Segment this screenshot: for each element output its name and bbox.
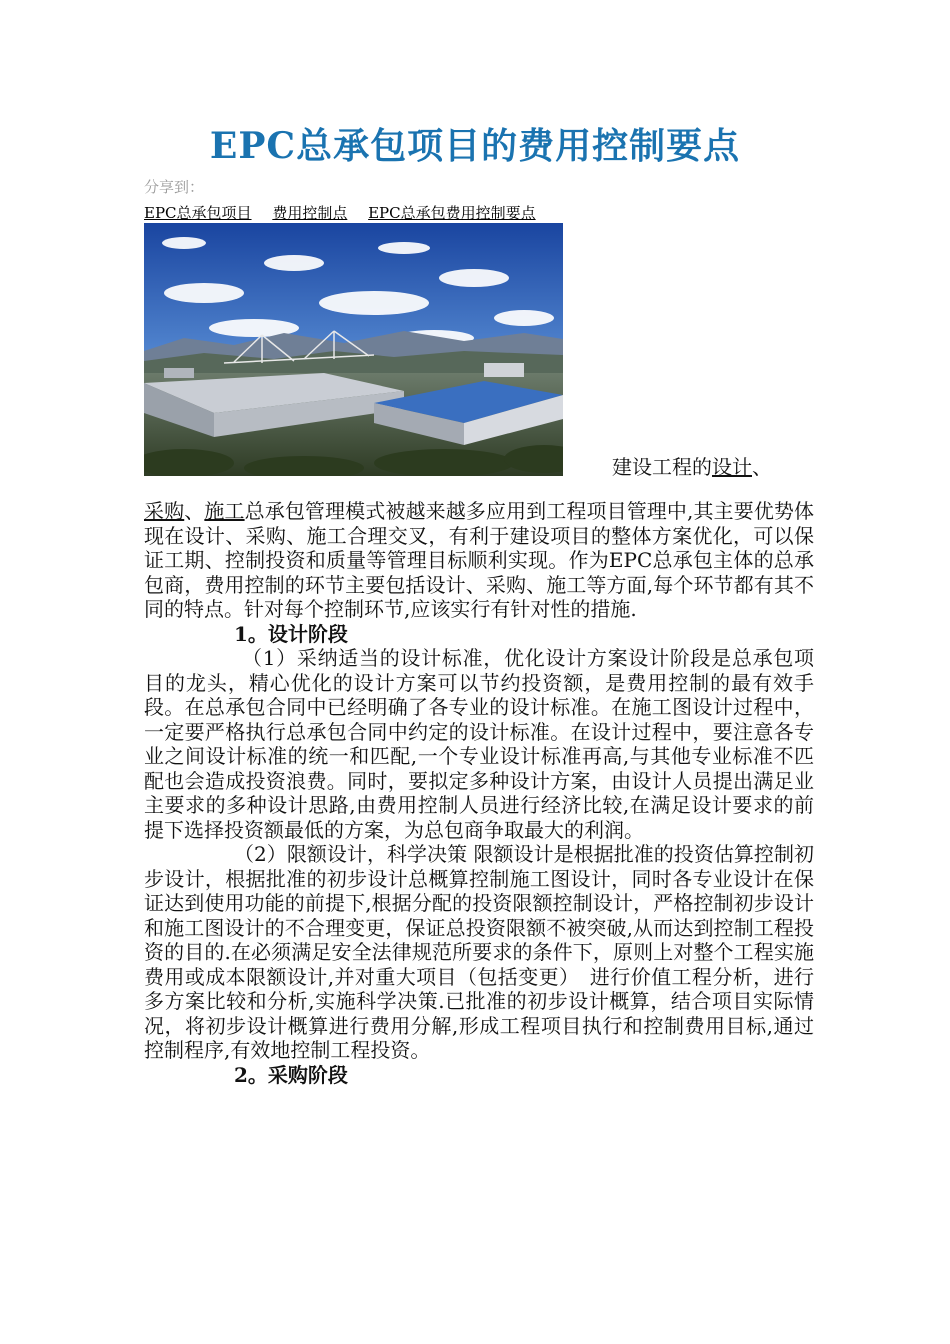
tag-link-epc-project[interactable]: EPC总承包项目	[144, 204, 252, 222]
intro-sep1: 、	[752, 455, 772, 479]
intro-paragraph	[144, 499, 814, 622]
intro-first-line	[612, 455, 772, 480]
section2-heading: 2。采购阶段	[234, 1062, 348, 1087]
section1-paragraph-2: （2）限额设计，科学决策 限额设计是根据批准的投资估算控制初步设计，根据批准的初步设计总概算控制施工图设计，同时各专业设计在保证达到使用功能的前提下,根据分配的投资限额控制设计，严格控制初步设计和施工图设计的不合理变更，保证总投资限额不被突破,从而达到控制工程投资的目的.在必须满足安全法律规范所要求的条件下，原则上对整个工程实施费用或成本限额设计,并对重大项目（包括变更） 进行价值工程分析，进行多方案比较和分析,实施科学决策.已批准的初步设计概算，结合项目实际情况，将初步设计概算进行费用分解,形成工程项目执行和控制费用目标,通过控制程序,有效地控制工程投资。	[144, 842, 814, 1062]
section1-paragraph-1: （1）采纳适当的设计标准，优化设计方案设计阶段是总承包项目的龙头，精心优化的设计方案可以节约投资额，是费用控制的最有效手段。在总承包合同中已经明确了各专业的设计标准。在施工图设计过程中，一定要严格执行总承包合同中约定的设计标准。在设计过程中，要注意各专业之间设计标准的统一和匹配,一个专业设计标准再高,与其他专业标准不匹配也会造成投资浪费。同时，要拟定多种设计方案，由设计人员提出满足业主要求的多种设计思路,由费用控制人员进行经济比较,在满足设计要求的前提下选择投资额最低的方案，为总包商争取最大的利润。	[144, 646, 814, 842]
tag-link-cost-control[interactable]: 费用控制点	[272, 204, 348, 222]
intro-lead: 建设工程的	[612, 455, 712, 479]
intro-sep2: 、	[184, 499, 205, 523]
page-title: EPC总承包项目的费用控制要点	[209, 125, 741, 167]
tag-links	[144, 202, 552, 223]
link-procurement[interactable]: 采购	[144, 499, 185, 523]
section1-heading: 1。设计阶段	[234, 621, 348, 646]
tag-link-epc-cost-points[interactable]: EPC总承包费用控制要点	[368, 204, 536, 222]
industrial-park-photo	[144, 223, 563, 476]
link-construction[interactable]: 施工	[204, 499, 245, 523]
link-design[interactable]: 设计	[712, 455, 752, 479]
intro-rest: 总承包管理模式被越来越多应用到工程项目管理中,其主要优势体现在设计、采购、施工合理交叉，有利于建设项目的整体方案优化，可以保证工期、控制投资和质量等管理目标顺利实现。作为EPC总承包主体的总承包商，费用控制的环节主要包括设计、采购、施工等方面,每个环节都有其不同的特点。针对每个控制环节,应该实行有针对性的措施.	[144, 499, 815, 621]
share-label: 分享到：	[144, 178, 205, 196]
article-body	[144, 499, 814, 1087]
